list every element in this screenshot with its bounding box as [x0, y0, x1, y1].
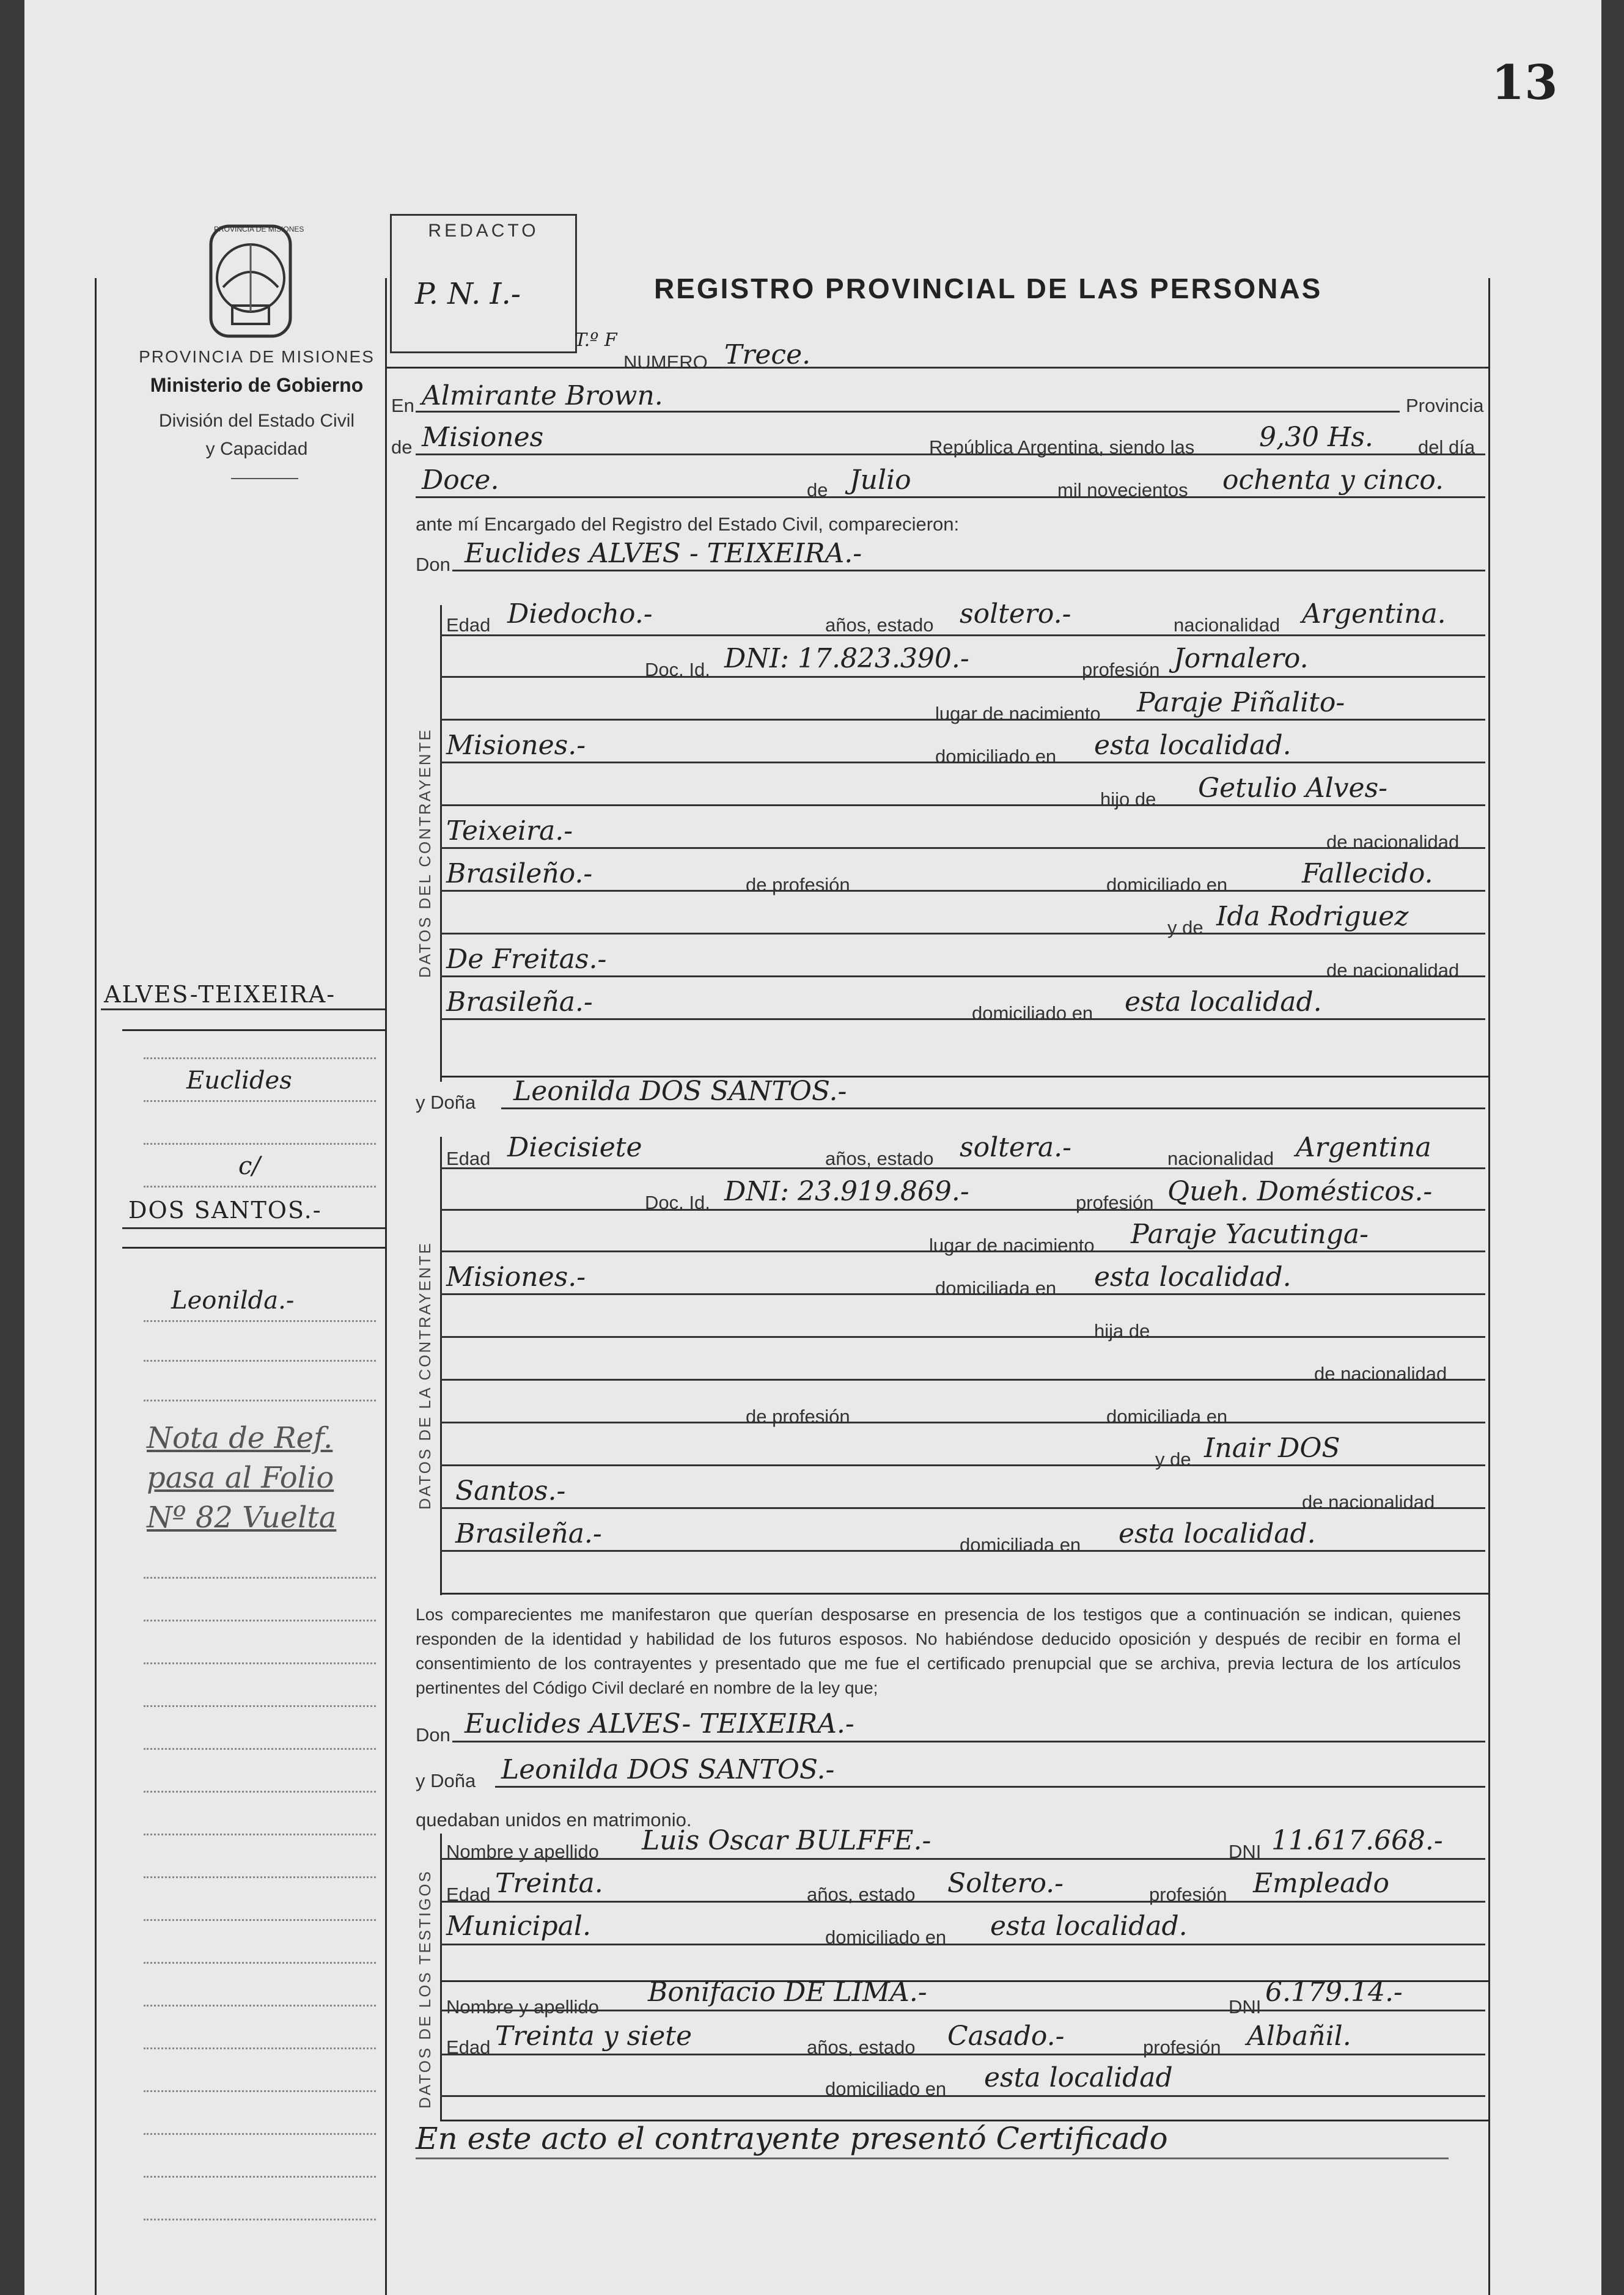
en-label: En: [391, 395, 414, 416]
redacto-stamp: [390, 214, 577, 353]
edad-label-2: Edad: [446, 1148, 491, 1169]
don-label: Don: [416, 554, 450, 575]
estado-value-2: soltera.-: [960, 1132, 1071, 1163]
t1-dni-value: 11.617.668.-: [1271, 1825, 1443, 1856]
t1-profesion2-value: Municipal.: [446, 1911, 591, 1942]
hora-value: 9,30 Hs.: [1259, 422, 1373, 453]
madre-nacionalidad-value-2: Brasileña.-: [455, 1518, 602, 1549]
padre-domicilio-value: Fallecido.: [1302, 858, 1433, 889]
margin-surname1: ALVES-TEIXEIRA-: [104, 981, 336, 1008]
t1-nombre-label: Nombre y apellido: [446, 1841, 599, 1862]
t2-edad-value: Treinta y siete: [495, 2021, 692, 2052]
t2-estado-value: Casado.-: [947, 2021, 1065, 2052]
don-value: Euclides ALVES - TEIXEIRA.-: [465, 538, 862, 569]
t1-profesion-label: profesión: [1149, 1884, 1227, 1905]
lugar-label: lugar de nacimiento: [935, 703, 1101, 724]
t1-profesion-value: Empleado: [1253, 1868, 1390, 1899]
margin-connector: c/: [238, 1152, 260, 1180]
madre-domicilio-label-2: domiciliada en: [960, 1534, 1081, 1555]
t1-estado-value: Soltero.-: [947, 1868, 1064, 1899]
hija-label: hija de: [1094, 1320, 1150, 1342]
footer-note: En este acto el contrayente presentó Certificado: [416, 2121, 1168, 2156]
t2-nombre-value: Bonifacio DE LIMA.-: [648, 1977, 927, 2008]
registry-title: REGISTRO PROVINCIAL DE LAS PERSONAS: [654, 273, 1323, 304]
seal-text: PROVINCIA DE MISIONES: [214, 225, 304, 233]
document-page: [24, 0, 1601, 2295]
madre2-value: De Freitas.-: [446, 944, 607, 975]
decl-dona-value: Leonilda DOS SANTOS.-: [501, 1754, 835, 1785]
anos-label-2: años, estado: [825, 1148, 934, 1169]
lugar2-value: Misiones.-: [446, 730, 586, 761]
margin-name2: Leonilda.-: [171, 1287, 295, 1315]
t1-nombre-value: Luis Oscar BULFFE.-: [642, 1825, 931, 1856]
padre-profesion-label-2: de profesión: [746, 1406, 850, 1427]
doc-value: DNI: 17.823.390.-: [724, 643, 969, 674]
hijo-label: hijo de: [1100, 788, 1156, 810]
ante-text: ante mí Encargado del Registro del Estado Civil, comparecieron:: [416, 513, 960, 535]
t1-edad-label: Edad: [446, 1884, 491, 1905]
t2-nombre-label: Nombre y apellido: [446, 1996, 599, 2018]
margin-note-line1: Nota de Ref.: [147, 1421, 333, 1455]
lugar2-value-2: Misiones.-: [446, 1261, 586, 1293]
stamp-value: P. N. I.-: [415, 277, 521, 311]
province-seal-icon: [186, 220, 315, 342]
doc-value-2: DNI: 23.919.869.-: [724, 1176, 969, 1207]
anos-label: años, estado: [825, 614, 934, 636]
margin-note-line3: Nº 82 Vuelta: [147, 1500, 337, 1535]
contrayente-side-label: DATOS DEL CONTRAYENTE: [416, 728, 434, 978]
t2-dni-label: DNI: [1229, 1996, 1262, 2018]
padre2-value: Teixeira.-: [446, 815, 573, 846]
padre-profesion-label: de profesión: [746, 874, 850, 895]
lugar-label-2: lugar de nacimiento: [929, 1235, 1095, 1256]
center-divider-line: [385, 278, 387, 2295]
lugar-value: Paraje Piñalito-: [1137, 687, 1345, 718]
madre2-value-2: Santos.-: [455, 1475, 566, 1507]
nacionalidad-label: nacionalidad: [1174, 614, 1280, 636]
edad-label: Edad: [446, 614, 491, 636]
province-label: PROVINCIA DE MISIONES: [139, 347, 375, 366]
anio-value: ochenta y cinco.: [1222, 465, 1444, 496]
nacionalidad-label-2: nacionalidad: [1167, 1148, 1274, 1169]
mes-value: Julio: [850, 465, 911, 496]
numero-value: Trece.: [724, 339, 811, 370]
t2-profesion-value: Albañil.: [1247, 2021, 1351, 2052]
profesion-value-2: Queh. Domésticos.-: [1167, 1176, 1433, 1207]
profesion-label-2: profesión: [1076, 1192, 1154, 1213]
padre-nacionalidad-value: Brasileño.-: [446, 858, 593, 889]
madre-nacionalidad-value: Brasileña.-: [446, 986, 593, 1018]
madre-nacionalidad-label: de nacionalidad: [1326, 960, 1460, 981]
del-dia-label: del día: [1418, 436, 1475, 458]
margin-surname2: DOS SANTOS.-: [128, 1197, 322, 1224]
quedaban-text: quedaban unidos en matrimonio.: [416, 1809, 692, 1830]
madre-value-2: Inair DOS: [1204, 1433, 1340, 1464]
t1-domicilio-label: domiciliado en: [825, 1926, 947, 1948]
provincia-label: Provincia: [1406, 395, 1484, 416]
left-margin-line: [95, 278, 97, 2295]
ministry-label: Ministerio de Gobierno: [150, 374, 364, 396]
de-label: de: [391, 436, 413, 458]
y-de-label-2: y de: [1155, 1449, 1191, 1470]
madre-domicilio-label: domiciliado en: [972, 1002, 1093, 1024]
madre-domicilio-value: esta localidad.: [1125, 986, 1322, 1018]
division-label-2: y Capacidad: [205, 439, 308, 459]
padre-nacionalidad-label: de nacionalidad: [1326, 831, 1460, 853]
domicilio-label: domiciliado en: [935, 746, 1057, 767]
padre-domicilio-label: domiciliado en: [1106, 874, 1228, 895]
division-label: División del Estado Civil: [158, 411, 355, 431]
doc-label-2: Doc. Id.: [645, 1192, 710, 1213]
nacionalidad-value: Argentina.: [1302, 598, 1446, 630]
estado-value: soltero.-: [960, 598, 1071, 630]
t1-dni-label: DNI: [1229, 1841, 1262, 1862]
domicilio-label-2: domiciliada en: [935, 1277, 1057, 1299]
de2-label: de: [807, 479, 828, 501]
mil-label: mil novecientos: [1057, 479, 1188, 501]
dona-value: Leonilda DOS SANTOS.-: [513, 1076, 847, 1107]
madre-value: Ida Rodriguez: [1216, 901, 1409, 932]
t1-anos-label: años, estado: [807, 1884, 916, 1905]
numero-label: NUMERO: [623, 351, 708, 373]
profesion-label: profesión: [1082, 659, 1160, 680]
padre-nacionalidad-label-2: de nacionalidad: [1314, 1363, 1447, 1384]
contrayenta-side-label: DATOS DE LA CONTRAYENTE: [416, 1241, 434, 1510]
numero-prefix: T.º F: [575, 329, 617, 351]
t2-anos-label: años, estado: [807, 2036, 916, 2058]
declaration-text: Los comparecientes me manifestaron que querían desposarse en presencia de los testigos que a continuación se indican, quienes responden de la identidad y habilidad de los futuros esposos. No habiéndose deducido oposición y después de recibir en forma el consentimiento de los contrayentes y presentado que me fue el certificado prenupcial que se archiva, previa lectura de los artículos pertinentes del Código Civil declaré en nombre de la ley que;: [416, 1605, 1461, 1697]
t1-domicilio-value: esta localidad.: [990, 1911, 1188, 1942]
folio-number: 13: [1491, 55, 1558, 111]
margin-name1: Euclides: [186, 1067, 292, 1095]
t2-profesion-label: profesión: [1143, 2036, 1221, 2058]
stamp-label: REDACTO: [428, 221, 539, 241]
right-border-line: [1488, 278, 1490, 2295]
en-value: Almirante Brown.: [422, 380, 663, 411]
dona-label: y Doña: [416, 1092, 476, 1113]
t2-domicilio-label: domiciliado en: [825, 2078, 947, 2099]
padre-value: Getulio Alves-: [1198, 773, 1388, 804]
t2-domicilio-value: esta localidad: [984, 2062, 1173, 2093]
nacionalidad-value-2: Argentina: [1296, 1132, 1431, 1163]
decl-don-value: Euclides ALVES- TEIXEIRA.-: [465, 1708, 854, 1739]
t2-dni-value: 6.179.14.-: [1265, 1977, 1403, 2008]
domicilio-value: esta localidad.: [1094, 730, 1291, 761]
madre-nacionalidad-label-2: de nacionalidad: [1302, 1491, 1435, 1513]
t1-edad-value: Treinta.: [495, 1868, 603, 1899]
madre-domicilio-value-2: esta localidad.: [1119, 1518, 1316, 1549]
decl-don-label: Don: [416, 1724, 450, 1746]
dia-value: Doce.: [422, 465, 499, 496]
edad-value: Diedocho.-: [507, 598, 653, 630]
edad-value-2: Diecisiete: [507, 1132, 642, 1163]
y-de-label: y de: [1167, 917, 1203, 938]
decl-dona-label: y Doña: [416, 1770, 476, 1791]
t2-edad-label: Edad: [446, 2036, 491, 2058]
testigos-side-label: DATOS DE LOS TESTIGOS: [416, 1870, 434, 2109]
profesion-value: Jornalero.: [1174, 643, 1309, 674]
de-value: Misiones: [422, 422, 544, 453]
padre-domicilio-label-2: domiciliada en: [1106, 1406, 1228, 1427]
republica-label: República Argentina, siendo las: [929, 436, 1195, 458]
doc-label: Doc. Id.: [645, 659, 710, 680]
margin-note-line2: pasa al Folio: [147, 1461, 334, 1495]
lugar-value-2: Paraje Yacutinga-: [1131, 1219, 1369, 1250]
domicilio-value-2: esta localidad.: [1094, 1261, 1291, 1293]
